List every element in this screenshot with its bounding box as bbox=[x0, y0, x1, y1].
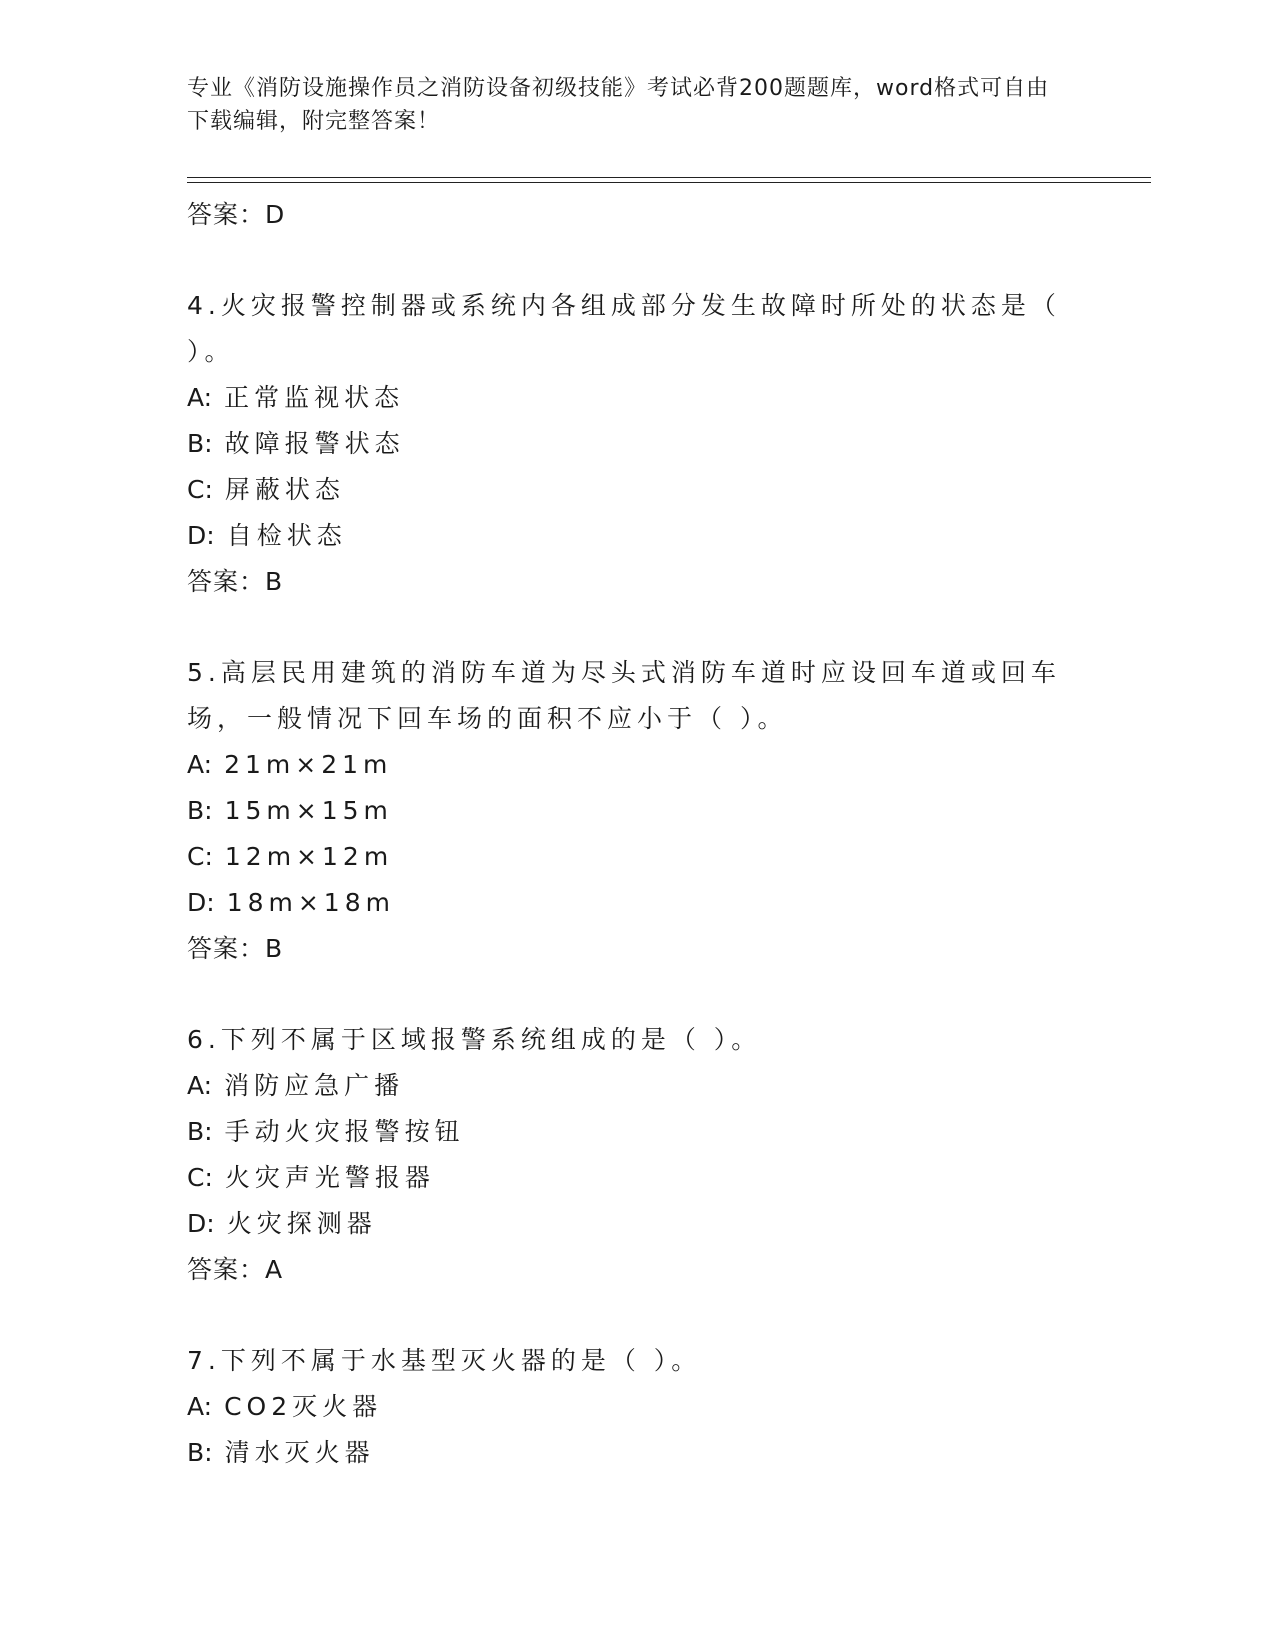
answer-line: 答案：B bbox=[187, 567, 284, 596]
answer-line: 答案：B bbox=[187, 934, 284, 963]
option-text: 火灾声光警报器 bbox=[224, 1163, 435, 1192]
option-text: 清水灭火器 bbox=[224, 1438, 375, 1467]
option-text: 故障报警状态 bbox=[224, 429, 405, 458]
question-7 bbox=[187, 1338, 1087, 1476]
option-key: D: bbox=[187, 888, 215, 917]
spacer bbox=[187, 605, 1087, 650]
option-d bbox=[187, 880, 1087, 926]
option-text: 火灾探测器 bbox=[226, 1209, 377, 1238]
option-text: CO2灭火器 bbox=[224, 1392, 383, 1421]
question-4 bbox=[187, 283, 1087, 605]
option-b bbox=[187, 1109, 1087, 1155]
option-key: A: bbox=[187, 1392, 213, 1421]
option-text: 消防应急广播 bbox=[224, 1071, 405, 1100]
option-key: A: bbox=[187, 750, 213, 779]
answer-line: 答案：A bbox=[187, 1255, 284, 1284]
option-text: 12m×12m bbox=[224, 842, 394, 871]
option-text: 自检状态 bbox=[226, 521, 347, 550]
question-6 bbox=[187, 1017, 1087, 1293]
document-body bbox=[187, 192, 1087, 1476]
option-key: A: bbox=[187, 1071, 213, 1100]
option-text: 屏蔽状态 bbox=[224, 475, 345, 504]
spacer bbox=[187, 972, 1087, 1017]
option-c bbox=[187, 1155, 1087, 1201]
option-key: C: bbox=[187, 475, 213, 504]
question-stem: 5.高层民用建筑的消防车道为尽头式消防车道时应设回车道或回车场，一般情况下回车场的面积不应小于（ ）。 bbox=[187, 658, 1061, 733]
option-text: 18m×18m bbox=[226, 888, 395, 917]
option-a bbox=[187, 1063, 1087, 1109]
option-key: D: bbox=[187, 521, 215, 550]
question-5 bbox=[187, 650, 1087, 972]
document-header: 专业《消防设施操作员之消防设备初级技能》考试必背200题题库，word格式可自由下载编辑，附完整答案！ bbox=[187, 76, 1050, 134]
option-c bbox=[187, 834, 1087, 880]
option-text: 手动火灾报警按钮 bbox=[224, 1117, 465, 1146]
spacer bbox=[187, 238, 1087, 283]
option-key: D: bbox=[187, 1209, 215, 1238]
spacer bbox=[187, 1293, 1087, 1338]
option-key: A: bbox=[187, 383, 213, 412]
answer-line: 答案：D bbox=[187, 200, 286, 229]
option-key: B: bbox=[187, 796, 213, 825]
option-key: C: bbox=[187, 842, 213, 871]
option-d bbox=[187, 513, 1087, 559]
option-a bbox=[187, 742, 1087, 788]
option-key: B: bbox=[187, 1438, 213, 1467]
option-text: 21m×21m bbox=[224, 750, 393, 779]
question-stem: 6.下列不属于区域报警系统组成的是（ ）。 bbox=[187, 1025, 762, 1054]
option-b bbox=[187, 421, 1087, 467]
option-b bbox=[187, 788, 1087, 834]
option-d bbox=[187, 1201, 1087, 1247]
option-a bbox=[187, 1384, 1087, 1430]
option-key: B: bbox=[187, 1117, 213, 1146]
option-b bbox=[187, 1430, 1087, 1476]
question-stem: 4.火灾报警控制器或系统内各组成部分发生故障时所处的状态是（ ）。 bbox=[187, 291, 1061, 366]
option-a bbox=[187, 375, 1087, 421]
option-text: 15m×15m bbox=[224, 796, 393, 825]
option-key: C: bbox=[187, 1163, 213, 1192]
option-key: B: bbox=[187, 429, 213, 458]
question-stem: 7.下列不属于水基型灭火器的是（ ）。 bbox=[187, 1346, 702, 1375]
header-divider bbox=[187, 177, 1151, 183]
option-text: 正常监视状态 bbox=[224, 383, 405, 412]
option-c bbox=[187, 467, 1087, 513]
